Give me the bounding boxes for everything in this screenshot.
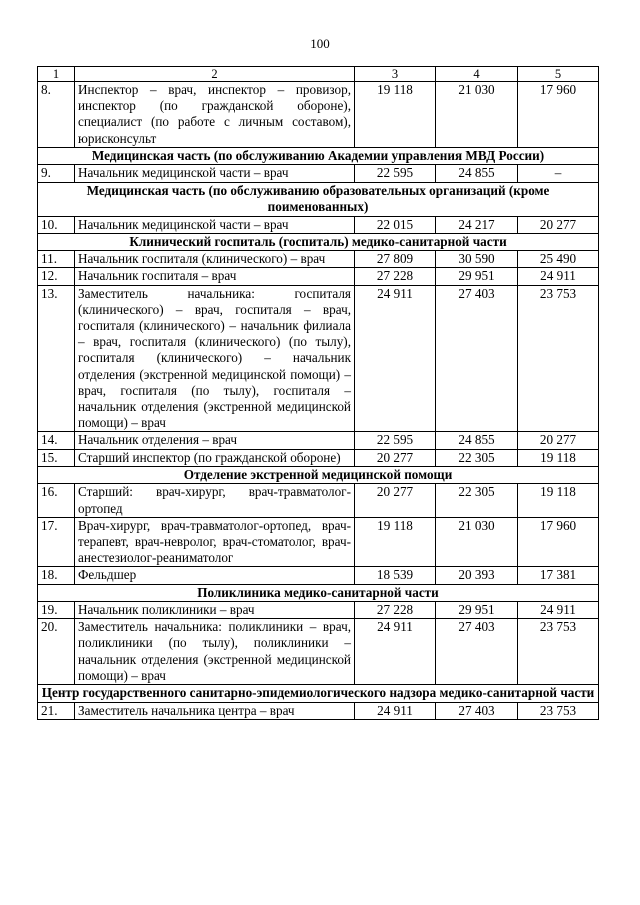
value-col-3: 27 809	[355, 251, 436, 268]
value-col-4: 22 305	[436, 484, 518, 517]
value-col-4: 30 590	[436, 251, 518, 268]
position-name: Начальник медицинской части – врач	[75, 165, 355, 182]
value-col-3: 24 911	[355, 619, 436, 685]
value-col-3: 20 277	[355, 449, 436, 466]
section-header	[38, 233, 599, 251]
value-col-4: 22 305	[436, 449, 518, 466]
section-title: Поликлиника медико-санитарной части	[38, 584, 599, 602]
row-number: 20.	[38, 619, 75, 685]
section-header	[38, 685, 599, 703]
row-number: 13.	[38, 285, 75, 432]
position-name: Старший: врач-хирург, врач-травматолог-ортопед	[75, 484, 355, 517]
position-name: Начальник поликлиники – врач	[75, 602, 355, 619]
table-row	[38, 449, 599, 466]
value-col-5: 24 911	[518, 268, 599, 285]
value-col-5: 19 118	[518, 449, 599, 466]
row-number: 10.	[38, 216, 75, 233]
position-name: Фельдшер	[75, 567, 355, 584]
position-name: Начальник отделения – врач	[75, 432, 355, 449]
position-name: Заместитель начальника центра – врач	[75, 702, 355, 719]
value-col-3: 19 118	[355, 517, 436, 567]
table-row	[38, 619, 599, 685]
position-name: Начальник госпиталя – врач	[75, 268, 355, 285]
section-title: Центр государственного санитарно-эпидемиологического надзора медико-санитарной части	[38, 685, 599, 703]
page-number: 100	[310, 36, 330, 51]
table-row	[38, 484, 599, 517]
position-name: Инспектор – врач, инспектор – провизор, инспектор (по гражданской обороне), специалист (по работе с личным составом), юрисконсульт	[75, 82, 355, 148]
section-header	[38, 182, 599, 216]
table-row	[38, 517, 599, 567]
value-col-5: 24 911	[518, 602, 599, 619]
row-number: 16.	[38, 484, 75, 517]
value-col-5: 23 753	[518, 285, 599, 432]
value-col-5: 25 490	[518, 251, 599, 268]
value-col-5: 23 753	[518, 702, 599, 719]
value-col-4: 29 951	[436, 602, 518, 619]
value-col-5: 19 118	[518, 484, 599, 517]
value-col-5: 23 753	[518, 619, 599, 685]
section-title: Медицинская часть (по обслуживанию Академии управления МВД России)	[38, 147, 599, 165]
value-col-3: 27 228	[355, 602, 436, 619]
value-col-5: 17 960	[518, 517, 599, 567]
row-number: 11.	[38, 251, 75, 268]
value-col-4: 21 030	[436, 82, 518, 148]
value-col-4: 24 855	[436, 165, 518, 182]
value-col-3: 22 015	[355, 216, 436, 233]
position-name: Начальник медицинской части – врач	[75, 216, 355, 233]
section-title: Отделение экстренной медицинской помощи	[38, 466, 599, 484]
table-row	[38, 702, 599, 719]
column-number: 3	[355, 67, 436, 82]
salary-table	[37, 66, 599, 720]
value-col-4: 21 030	[436, 517, 518, 567]
table-row	[38, 82, 599, 148]
section-title: Клинический госпиталь (госпиталь) медико-санитарной части	[38, 233, 599, 251]
position-name: Заместитель начальника: поликлиники – врач, поликлиники (по тылу), поликлиники – начальник отделения (экстренной медицинской помощи) – врач	[75, 619, 355, 685]
column-number-row	[38, 67, 599, 82]
row-number: 19.	[38, 602, 75, 619]
row-number: 21.	[38, 702, 75, 719]
value-col-4: 27 403	[436, 619, 518, 685]
row-number: 8.	[38, 82, 75, 148]
table-row	[38, 251, 599, 268]
value-col-3: 20 277	[355, 484, 436, 517]
value-col-3: 19 118	[355, 82, 436, 148]
section-title: Медицинская часть (по обслуживанию образовательных организаций (кроме поименованных)	[38, 182, 599, 216]
value-col-5: 20 277	[518, 216, 599, 233]
value-col-5: –	[518, 165, 599, 182]
table-row	[38, 165, 599, 182]
section-header	[38, 466, 599, 484]
value-col-3: 22 595	[355, 432, 436, 449]
column-number: 5	[518, 67, 599, 82]
column-number: 2	[75, 67, 355, 82]
position-name: Заместитель начальника: госпиталя (клинического) – врач, госпиталя – врач, госпиталя (клинического) – начальник филиала – врач, госпиталя (клинического) (по тылу), госпиталя (клинического) – начальник отделения (экстренной медицинской помощи) – врач, госпиталя (по тылу), госпиталя – начальник отделения (экстренной медицинской помощи) – врач	[75, 285, 355, 432]
value-col-5: 20 277	[518, 432, 599, 449]
row-number: 9.	[38, 165, 75, 182]
value-col-4: 29 951	[436, 268, 518, 285]
row-number: 14.	[38, 432, 75, 449]
value-col-4: 27 403	[436, 702, 518, 719]
value-col-3: 27 228	[355, 268, 436, 285]
table-row	[38, 285, 599, 432]
section-header	[38, 584, 599, 602]
position-name: Врач-хирург, врач-травматолог-ортопед, врач-терапевт, врач-невролог, врач-стоматолог, врач-анестезиолог-реаниматолог	[75, 517, 355, 567]
table-row	[38, 216, 599, 233]
value-col-4: 24 217	[436, 216, 518, 233]
value-col-3: 24 911	[355, 285, 436, 432]
table-row	[38, 268, 599, 285]
row-number: 15.	[38, 449, 75, 466]
value-col-4: 27 403	[436, 285, 518, 432]
value-col-5: 17 960	[518, 82, 599, 148]
table-row	[38, 567, 599, 584]
value-col-4: 24 855	[436, 432, 518, 449]
column-number: 4	[436, 67, 518, 82]
row-number: 17.	[38, 517, 75, 567]
position-name: Старший инспектор (по гражданской обороне)	[75, 449, 355, 466]
value-col-3: 18 539	[355, 567, 436, 584]
row-number: 18.	[38, 567, 75, 584]
value-col-3: 24 911	[355, 702, 436, 719]
table-row	[38, 432, 599, 449]
table-body	[38, 67, 599, 720]
section-header	[38, 147, 599, 165]
row-number: 12.	[38, 268, 75, 285]
table-row	[38, 602, 599, 619]
value-col-3: 22 595	[355, 165, 436, 182]
column-number: 1	[38, 67, 75, 82]
value-col-4: 20 393	[436, 567, 518, 584]
position-name: Начальник госпиталя (клинического) – врач	[75, 251, 355, 268]
value-col-5: 17 381	[518, 567, 599, 584]
